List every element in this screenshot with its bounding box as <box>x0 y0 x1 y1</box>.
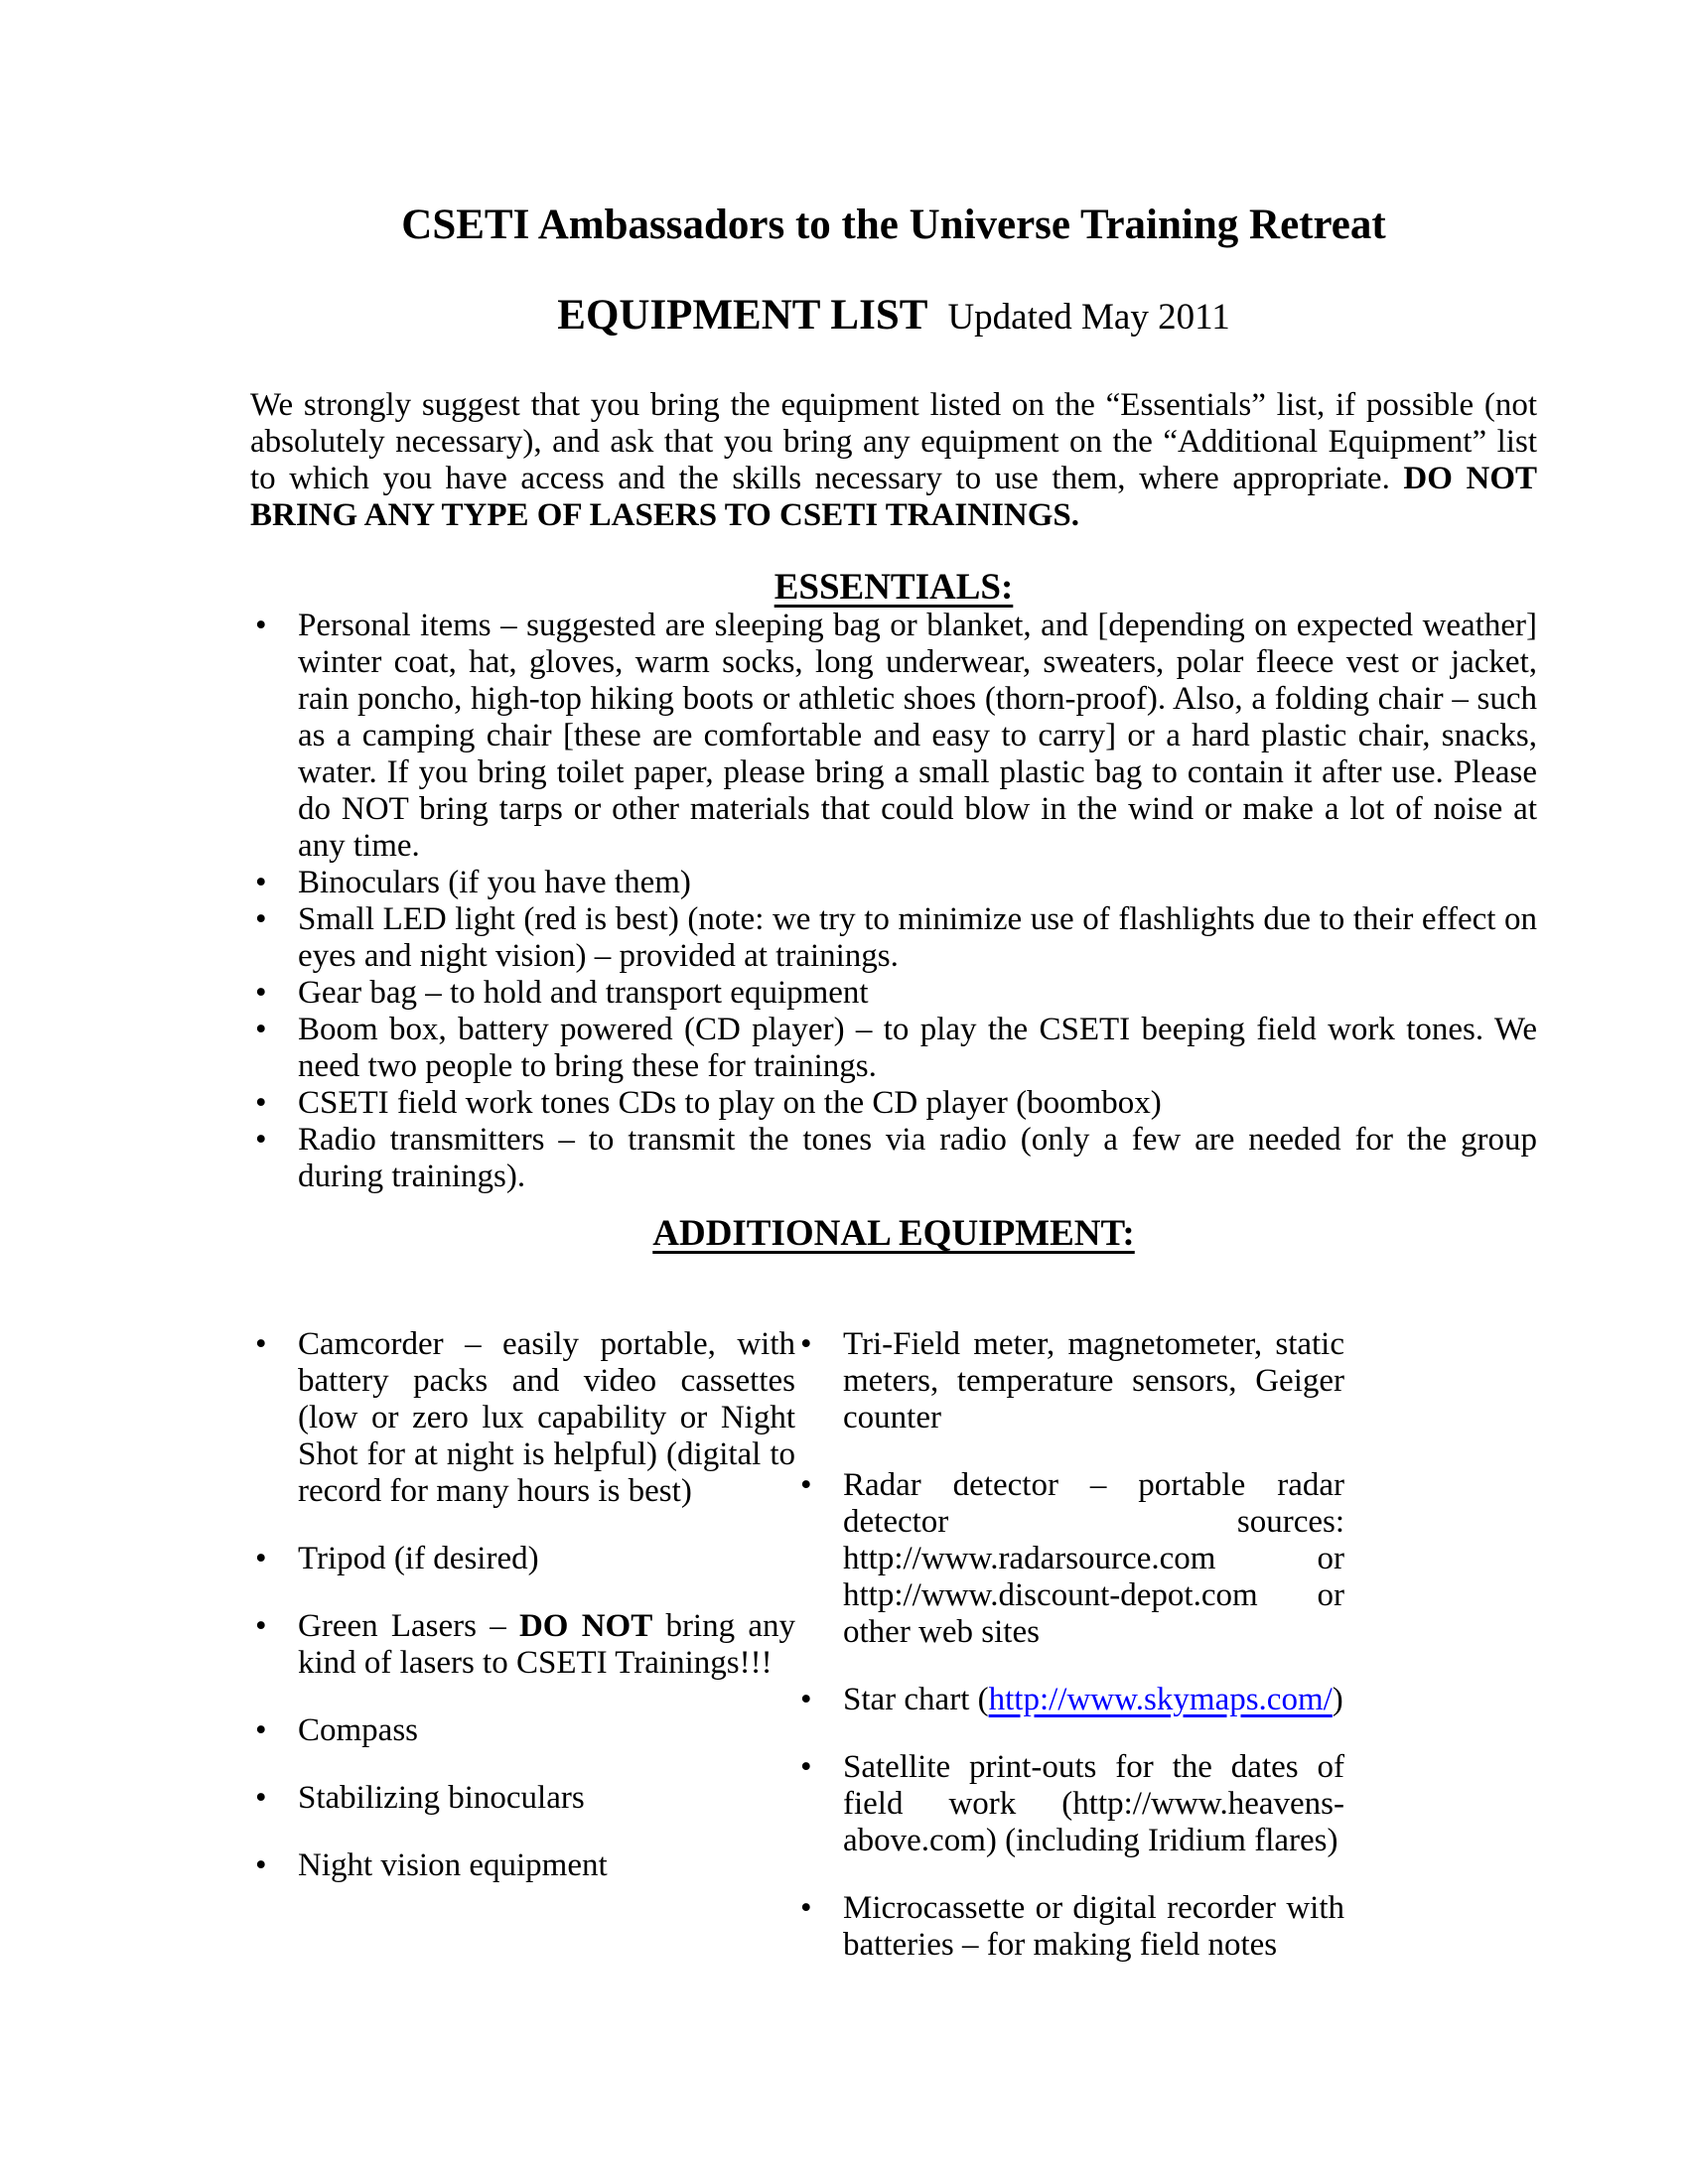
list-item-text <box>298 1847 608 1883</box>
text-segment: Night vision equipment <box>298 1846 608 1883</box>
list-item <box>250 1541 795 1577</box>
subtitle-updated-date: Updated May 2011 <box>947 297 1230 339</box>
text-segment: Compass <box>298 1711 419 1748</box>
list-item <box>250 1122 1537 1195</box>
list-item <box>795 1467 1344 1651</box>
list-item <box>795 1890 1344 1964</box>
list-item <box>795 1326 1344 1436</box>
bullet-icon: • <box>255 974 267 1011</box>
list-item <box>250 1780 795 1817</box>
text-segment: DO NOT <box>518 1607 653 1644</box>
subtitle-equipment-list: EQUIPMENT LIST <box>557 292 928 340</box>
intro-paragraph <box>250 387 1537 534</box>
essentials-heading: ESSENTIALS: <box>774 566 1014 608</box>
text-segment: Camcorder – easily portable, with battery packs and video cassettes (low or zero lux capability or Night Shot for at night is helpful) (digital to record for many hours is best) <box>298 1325 795 1509</box>
bullet-icon: • <box>255 1779 267 1816</box>
additional-equipment-columns <box>250 1326 1537 1994</box>
list-item-text <box>298 901 1537 974</box>
skymaps-link[interactable]: http://www.skymaps.com/ <box>988 1681 1333 1717</box>
text-segment: bring any kind of lasers to CSETI Trainings!!! <box>298 1607 795 1681</box>
text-segment: Satellite print-outs for the dates of field work (http://www.heavens-above.com) (including Iridium flares) <box>843 1748 1344 1858</box>
text-segment: Small LED light (red is best) (note: we try to minimize use of flashlights due to their effect on eyes and night vision) – provided at trainings. <box>298 900 1537 974</box>
list-item-text <box>298 1712 418 1748</box>
list-item <box>795 1682 1344 1718</box>
bullet-icon: • <box>255 1121 267 1158</box>
list-item-text <box>298 1608 795 1681</box>
bullet-icon: • <box>255 1084 267 1121</box>
list-item-text <box>298 1541 539 1576</box>
list-item-text <box>298 1085 1162 1121</box>
list-item-text <box>298 1326 795 1509</box>
bullet-icon: • <box>255 1540 267 1576</box>
text-segment: Star chart ( <box>843 1681 989 1717</box>
list-item <box>250 1608 795 1682</box>
list-item <box>250 1012 1537 1085</box>
bullet-icon: • <box>800 1466 812 1503</box>
list-item <box>250 1712 795 1749</box>
bullet-icon: • <box>255 1711 267 1748</box>
list-item-text <box>843 1467 1344 1650</box>
additional-equipment-left-column <box>250 1326 795 1994</box>
text-segment: ) <box>1332 1681 1343 1717</box>
bullet-icon: • <box>800 1748 812 1785</box>
list-item-text <box>298 865 691 900</box>
bullet-icon: • <box>255 1846 267 1883</box>
text-segment: Personal items – suggested are sleeping bag or blanket, and [depending on expected weather] winter coat, hat, gloves, warm socks, long underwear, sweaters, polar fleece vest or jacket, rain poncho, high-top hiking boots or athletic shoes (thorn-proof). Also, a folding chair – such as a camping chair [these are comfortable and easy to carry] or a hard plastic chair, snacks, water. If you bring toilet paper, please bring a small plastic bag to contain it after use. Please do NOT bring tarps or other materials that could blow in the wind or make a lot of noise at any time. <box>298 607 1537 864</box>
bullet-icon: • <box>800 1325 812 1362</box>
subtitle-line <box>250 292 1537 339</box>
list-item-text <box>843 1326 1344 1435</box>
list-item-text <box>298 1780 585 1816</box>
text-segment: Radar detector – portable radar detector sources: http://www.radarsource.com or http://www.discount-depot.com or other web sites <box>843 1466 1344 1650</box>
intro-text: We strongly suggest that you bring the equipment listed on the “Essentials” list, if possible (not absolutely necessary), and ask that you bring any equipment on the “Additional Equipment” list to which you have access and the skills necessary to use them, where appropriate. <box>250 386 1537 496</box>
bullet-icon: • <box>800 1681 812 1717</box>
list-item-text <box>298 608 1537 864</box>
list-item <box>250 608 1537 865</box>
list-item-text <box>843 1890 1344 1963</box>
bullet-icon: • <box>255 900 267 937</box>
list-item-text <box>298 1012 1537 1084</box>
list-item-text <box>843 1682 1343 1717</box>
text-segment: CSETI field work tones CDs to play on the CD player (boombox) <box>298 1084 1162 1121</box>
essentials-list <box>250 608 1537 1195</box>
bullet-icon: • <box>255 1325 267 1362</box>
bullet-icon: • <box>255 1607 267 1644</box>
bullet-icon: • <box>800 1889 812 1926</box>
text-segment: Tri-Field meter, magnetometer, static meters, temperature sensors, Geiger counter <box>843 1325 1344 1435</box>
list-item <box>250 1847 795 1884</box>
text-segment: Green Lasers – <box>298 1607 519 1644</box>
intro-warning-text: DO NOT BRING ANY TYPE OF LASERS TO CSETI TRAININGS. <box>250 460 1537 533</box>
text-segment: Boom box, battery powered (CD player) – to play the CSETI beeping field work tones. We need two people to bring these for trainings. <box>298 1011 1537 1084</box>
text-segment: Binoculars (if you have them) <box>298 864 691 900</box>
additional-equipment-right-column <box>795 1326 1344 1994</box>
text-segment: Stabilizing binoculars <box>298 1779 585 1816</box>
list-item <box>250 865 1537 901</box>
list-item-text <box>298 975 869 1011</box>
list-item <box>795 1749 1344 1859</box>
text-segment: Gear bag – to hold and transport equipment <box>298 974 869 1011</box>
list-item <box>250 1085 1537 1122</box>
list-item <box>250 1326 795 1510</box>
list-item <box>250 901 1537 975</box>
bullet-icon: • <box>255 607 267 643</box>
page-title: CSETI Ambassadors to the Universe Training Retreat <box>401 202 1386 248</box>
additional-equipment-heading: ADDITIONAL EQUIPMENT: <box>652 1212 1135 1254</box>
text-segment: Microcassette or digital recorder with batteries – for making field notes <box>843 1889 1344 1963</box>
bullet-icon: • <box>255 1011 267 1047</box>
list-item-text <box>843 1749 1344 1858</box>
list-item <box>250 975 1537 1012</box>
text-segment: Tripod (if desired) <box>298 1540 539 1576</box>
bullet-icon: • <box>255 864 267 900</box>
text-segment: Radio transmitters – to transmit the tones via radio (only a few are needed for the group during trainings). <box>298 1121 1537 1194</box>
list-item-text <box>298 1122 1537 1194</box>
